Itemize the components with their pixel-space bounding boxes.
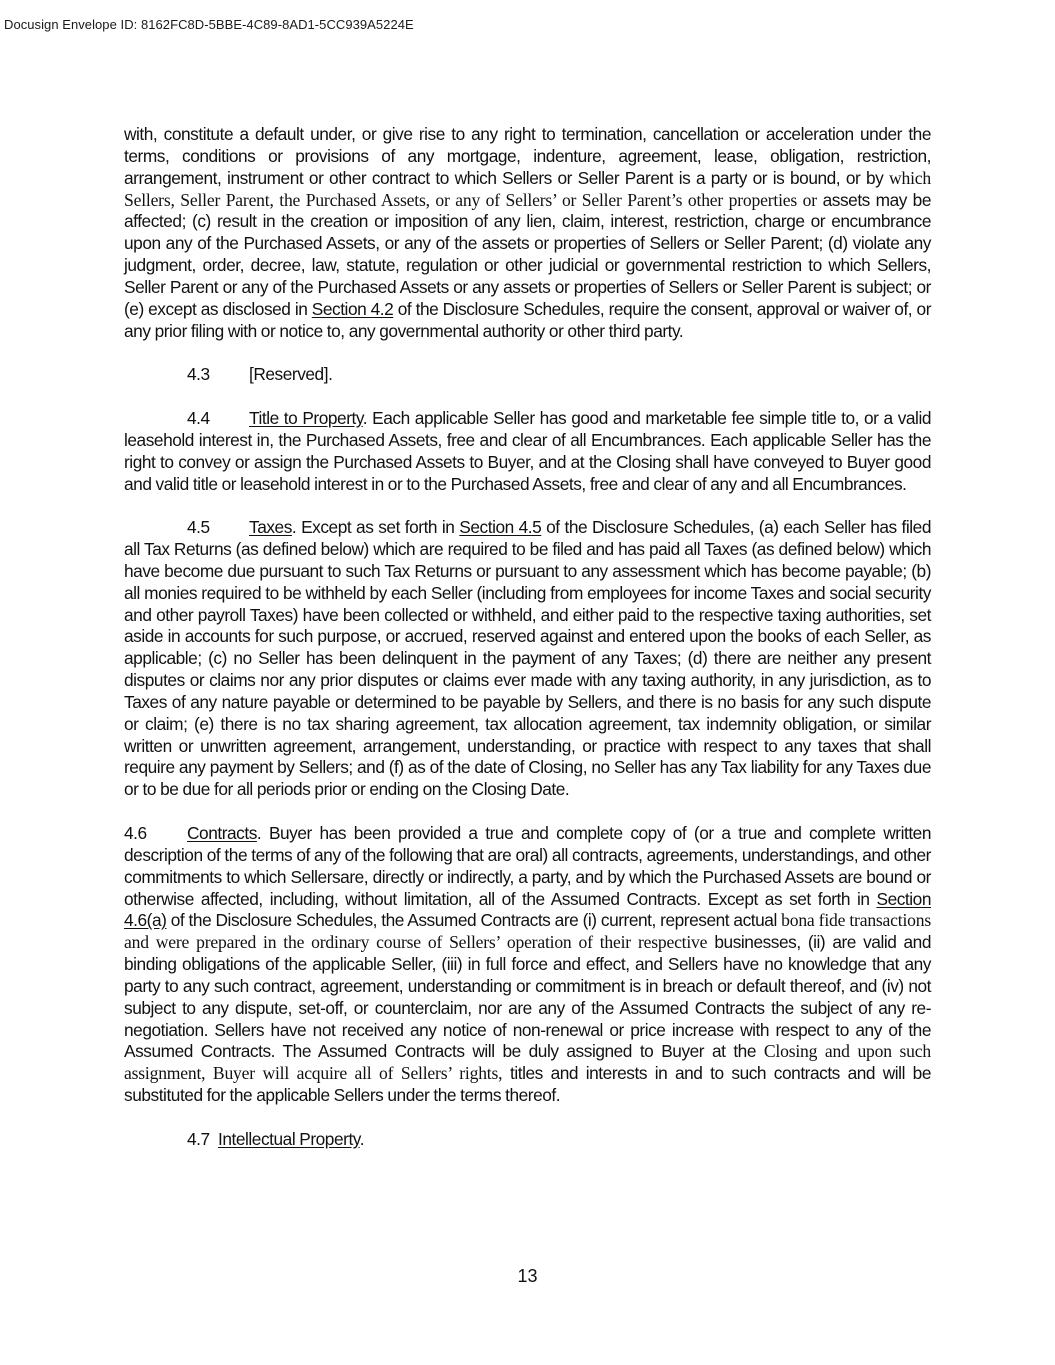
section-text-serif: Closing and upon such assignment, Buyer will acquire all of Sellers’ rights, bbox=[124, 1041, 931, 1084]
section-trailing: . bbox=[359, 1128, 365, 1149]
section-text: of the Disclosure Schedules, the Assumed Contracts are (i) current, represent actual bbox=[166, 910, 782, 931]
section-text-serif: bona fide transactions and were prepared in the ordinary course of Sellers’ operation of their respective bbox=[124, 910, 931, 953]
section-number: 4.4 bbox=[187, 407, 210, 428]
section-number: 4.7 bbox=[187, 1128, 210, 1149]
section-4-6 bbox=[124, 823, 931, 1107]
docusign-envelope-id: Docusign Envelope ID: 8162FC8D-5BBE-4C89-8AD1-5CC939A5224E bbox=[4, 17, 414, 32]
section-title: Taxes bbox=[249, 517, 292, 538]
section-4-2-reference: Section 4.2 bbox=[311, 298, 394, 319]
section-4-7 bbox=[124, 1129, 931, 1151]
section-4-5 bbox=[124, 517, 931, 801]
section-text: businesses, (ii) are valid and binding obligations of the applicable Seller, (iii) in full force and effect, and Sellers have no knowledge that any party to any such contract, agreement, understanding or commitment is in breach or default thereof, and (iv) not subject to any dispute, set-off, or counterclaim, nor are any of the Assumed Contracts the subject of any re-negotiation. Sellers have not received any notice of non-renewal or price increase with respect to any of the Assumed Contracts. The Assumed Contracts will be duly assigned to Buyer at the bbox=[124, 932, 932, 1062]
page-number: 13 bbox=[517, 1266, 538, 1286]
continuation-text-1: with, constitute a default under, or give rise to any right to termination, cancellation or acceleration under the terms, conditions or provisions of any mortgage, indenture, agreement, lease, obligation, restriction, arrangement, instrument or other contract to which Sellers or Seller Parent is a party or is bound, or by bbox=[124, 124, 931, 188]
section-title: Intellectual Property bbox=[218, 1128, 360, 1149]
section-text: . Buyer has been provided a true and complete copy of (or a true and complete written description of the terms of any of the following that are oral) all contracts, agreements, understandings, and other commitments to which Sellersare, directly or indirectly, a party, and by which the Purchased Assets are bound or otherwise affected, including, without limitation, all of the Assumed Contracts. Except as set forth in bbox=[124, 823, 931, 909]
section-text: . Each applicable Seller has good and marketable fee simple title to, or a valid leasehold interest in, the Purchased Assets, free and clear of all Encumbrances. Each applicable Seller has the right to convey or assign the Purchased Assets to Buyer, and at the Closing shall have conveyed to Buyer good and valid title or leasehold interest in or to the Purchased Assets, free and clear of any and all Encumbrances. bbox=[124, 407, 931, 494]
continuation-text-serif: which Sellers, Seller Parent, the Purchased Assets, or any of Sellers’ or Seller Parent’s other properties or bbox=[124, 167, 931, 210]
continuation-text-2: assets may be affected; (c) result in the creation or imposition of any lien, claim, interest, restriction, charge or encumbrance upon any of the Purchased Assets, or any of the assets or properties of Sellers or Seller Parent; (d) violate any judgment, order, decree, law, statute, regulation or other judicial or governmental restriction to which Sellers, Seller Parent or any of the Purchased Assets or any assets or properties of Sellers or Seller Parent is subject; or (e) except as disclosed in bbox=[124, 189, 931, 319]
section-4-6a-reference: Section 4.6(a) bbox=[124, 888, 931, 931]
continuation-text-3: of the Disclosure Schedules, require the consent, approval or waiver of, or any prior filing with or notice to, any governmental authority or other third party. bbox=[124, 298, 931, 341]
section-number: 4.6 bbox=[124, 823, 147, 843]
section-number: 4.3 bbox=[187, 364, 210, 385]
section-text: [Reserved]. bbox=[249, 364, 333, 385]
continuation-paragraph bbox=[124, 124, 931, 342]
section-text: titles and interests in and to such contracts and will be substituted for the applicable Sellers under the terms thereof. bbox=[124, 1063, 931, 1106]
section-4-5-reference: Section 4.5 bbox=[459, 517, 542, 538]
section-4-4 bbox=[124, 408, 931, 495]
section-title: Title to Property bbox=[249, 407, 363, 428]
section-4-3 bbox=[124, 364, 931, 386]
section-text: of the Disclosure Schedules, (a) each Seller has filed all Tax Returns (as defined below) which are required to be filed and has paid all Taxes (as defined below) which have become due pursuant to such Tax Returns or pursuant to any assessment which has become payable; (b) all monies required to be withheld by each Seller (including from employees for income Taxes and social security and other payroll Taxes) have been collected or withheld, and either paid to the respective taxing authorities, set aside in accounts for such purpose, or accrued, reserved against and entered upon the books of each Seller, as applicable; (c) no Seller has been delinquent in the payment of any Taxes; (d) there are neither any present disputes or claims nor any prior disputes or claims ever made with any taxing authority, in any jurisdiction, as to Taxes of any nature payable or determined to be payable by Sellers, and there is no basis for any such dispute or claim; (e) there is no tax sharing agreement, tax allocation agreement, tax indemnity obligation, or similar written or unwritten agreement, arrangement, understanding, or practice with respect to any taxes that shall require any payment by Sellers; and (f) as of the date of Closing, no Seller has any Tax liability for any Taxes due or to be due for all periods prior or ending on the Closing Date. bbox=[124, 517, 931, 800]
document-body bbox=[124, 124, 931, 1173]
section-number: 4.5 bbox=[187, 517, 210, 538]
section-title: Contracts bbox=[187, 823, 257, 843]
section-text: . Except as set forth in bbox=[291, 517, 460, 538]
